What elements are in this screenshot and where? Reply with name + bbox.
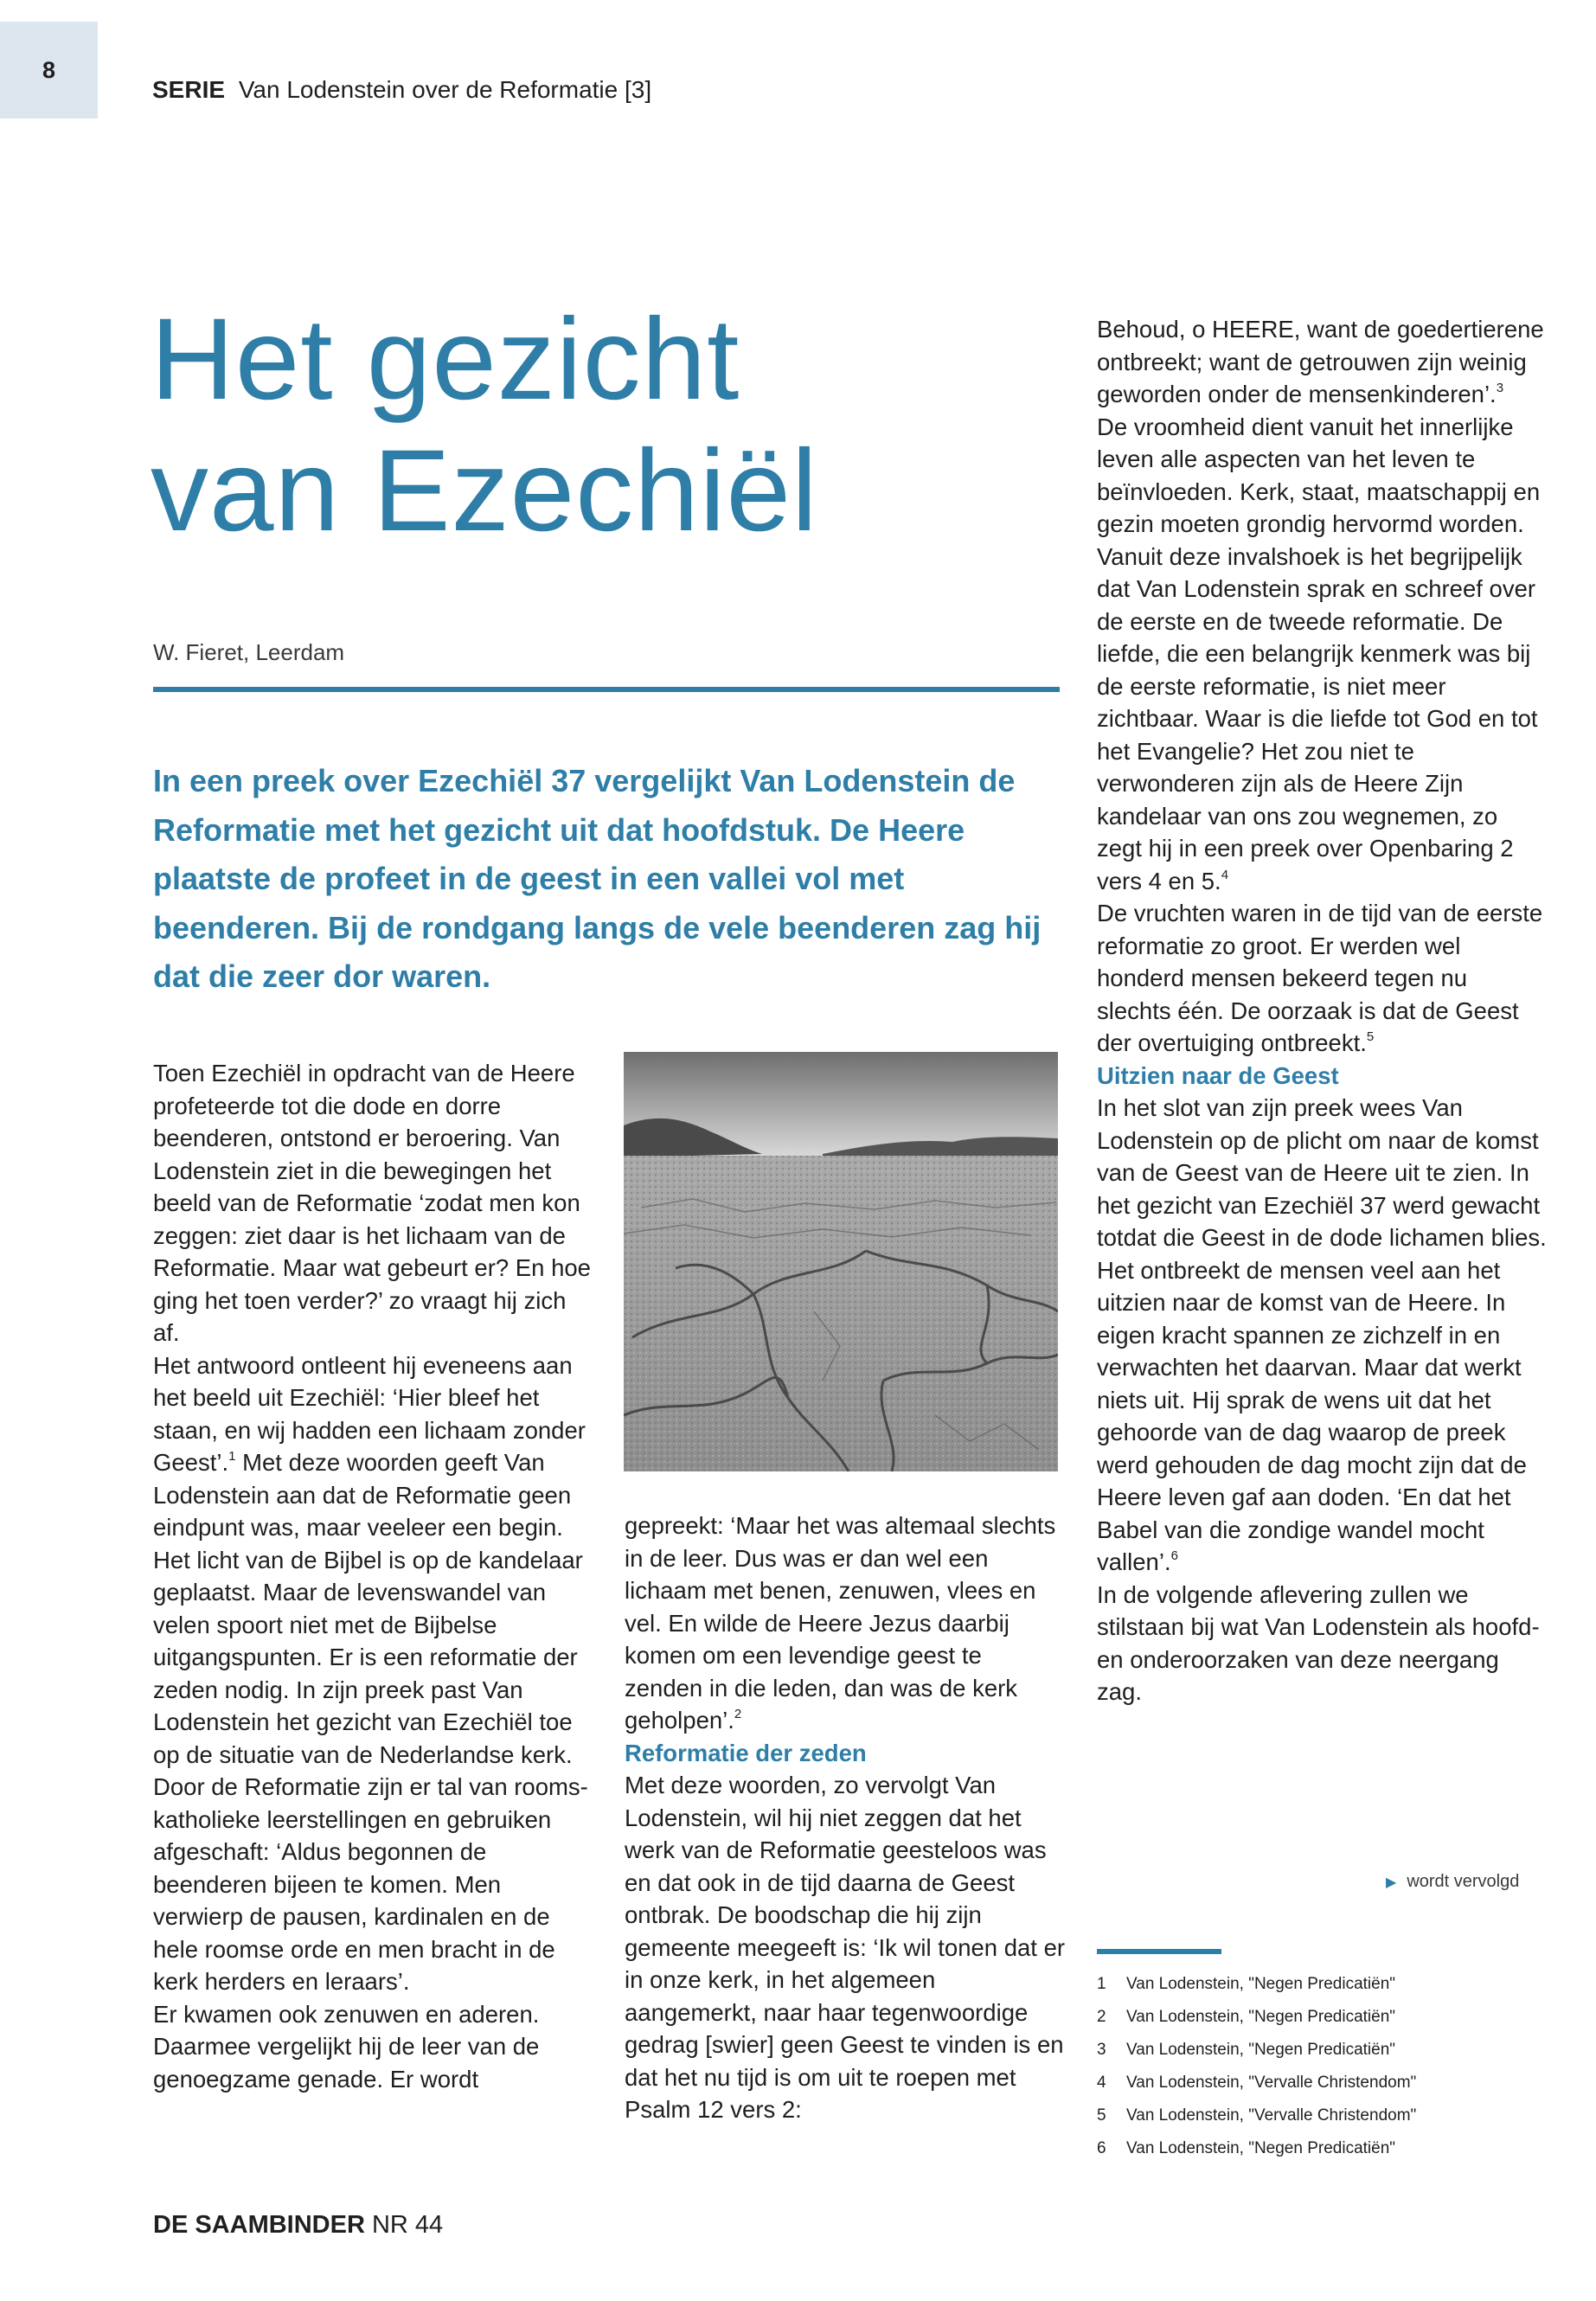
article-title-line-1: Het gezicht xyxy=(151,295,740,424)
footnote-text: Van Lodenstein, "Negen Predicatiën" xyxy=(1126,1975,1396,1993)
footnote-ref: 6 xyxy=(1170,1548,1178,1563)
footnote-ref: 4 xyxy=(1221,867,1229,882)
series-title: Van Lodenstein over de Reformatie [3] xyxy=(238,76,652,103)
footnote-item xyxy=(1097,2001,1547,2034)
paragraph-text: Het ontbreekt de mensen veel aan het uitzien naar de komst van de Heere. In eigen kracht spannen ze zichzelf in en verwachten het daarvan. Maar dat werkt niets uit. Hij sprak de wens uit dat het gehoorde van de dag waarop de preek werd gehouden de dag mocht zijn dat de Heere leven gaf aan doden. ‘En dat het Babel van die zondige wandel mocht vallen’. xyxy=(1097,1256,1527,1575)
paragraph: Toen Ezechiël in opdracht van de Heere profeteerde tot die dode en dorre beenderen, ontstond er beroering. Van Lodenstein ziet in die bewegingen het beeld van de Reformatie ‘zodat men kon zeggen: ziet daar is het lichaam van de Reformatie. Maar wat gebeurt er? En hoe ging het toen verder?’ zo vraagt hij zich af. xyxy=(153,1060,591,1346)
footnote-number: 4 xyxy=(1097,2073,1106,2092)
cracked-lakebed-photo xyxy=(624,1052,1058,1471)
paragraph: In het slot van zijn preek wees Van Lodenstein op de plicht om naar de komst van de Geest van de Heere uit te zien. In het gezicht van Ezechiël 37 werd gewacht totdat die Geest in de dode lichamen blies. xyxy=(1097,1094,1547,1251)
paragraph-text: De vruchten waren in de tijd van de eerste reformatie zo groot. Er werden wel honderd mensen bekeerd tegen nu slechts één. De oorzaak is dat de Geest der overtuiging ontbreekt. xyxy=(1097,900,1543,1056)
paragraph-text: Met deze woorden geeft Van Lodenstein aan dat de Reformatie geen eindpunt was, maar veeleer een begin. Het licht van de Bijbel is op de kandelaar geplaatst. Maar de levenswandel van velen spoort niet met de Bijbelse uitgangspunten. Er is een reformatie der zeden nodig. In zijn preek past Van Lodenstein het gezicht van Ezechiël toe op de situatie van de Nederlandse kerk. Door de Reformatie zijn er tal van rooms-katholieke leerstellingen en gebruiken afgeschaft: ‘Aldus begonnen de beenderen bijeen te komen. Men verwierp de pausen, kardinalen en de hele roomse orde en men bracht in de kerk herders en leraars’. xyxy=(153,1449,588,1995)
footnote-number: 1 xyxy=(1097,1975,1106,1993)
lead-paragraph: In een preek over Ezechiël 37 vergelijkt Van Lodenstein de Reformatie met het gezicht uit dat hoofdstuk. De Heere plaatste de profeet in de geest in een vallei vol met beenderen. Bij de rondgang langs de vele beenderen zag hij dat die zeer dor waren. xyxy=(153,763,1042,994)
page-number-tab xyxy=(0,22,98,119)
paragraph xyxy=(625,1509,1066,1737)
article-title xyxy=(151,294,818,557)
paragraph-text: De vroomheid dient vanuit het innerlijke leven alle aspecten van het leven te beïnvloeden. Kerk, staat, maatschappij en gezin moeten grondig hervormd worden. Vanuit deze invalshoek is het begrijpelijk dat Van Lodenstein sprak en schreef over de eerste en de tweede reformatie. De liefde, die een belangrijk kenmerk was bij de eerste reformatie, is niet meer zichtbaar. Waar is die liefde tot God en tot het Evangelie? Het zou niet te verwonderen zijn als de Heere Zijn kandelaar van ons zou wegnemen, zo zegt hij in een preek over Openbaring 2 vers 4 en 5. xyxy=(1097,413,1541,894)
footnote-text: Van Lodenstein, "Vervalle Christendom" xyxy=(1126,2073,1417,2092)
series-label: SERIE xyxy=(152,76,226,103)
paragraph xyxy=(1097,897,1547,1060)
triangle-right-icon: ▶ xyxy=(1386,1875,1397,1890)
paragraph xyxy=(1097,313,1547,411)
title-divider xyxy=(153,687,1060,692)
footnote-ref: 3 xyxy=(1496,381,1504,395)
section-heading: Reformatie der zeden xyxy=(625,1739,867,1766)
footnote-item xyxy=(1097,2034,1547,2067)
footnote-ref: 2 xyxy=(734,1707,742,1721)
page-number: 8 xyxy=(42,56,56,83)
paragraph xyxy=(1097,411,1547,898)
footnote-text: Van Lodenstein, "Negen Predicatiën" xyxy=(1126,2008,1396,2026)
issue-number: NR 44 xyxy=(371,2211,444,2239)
footnote-divider xyxy=(1097,1949,1221,1954)
footnote-item xyxy=(1097,1968,1547,2001)
body-column-2 xyxy=(625,1509,1066,2126)
page-footer xyxy=(153,2211,443,2240)
footnote-text: Van Lodenstein, "Vervalle Christendom" xyxy=(1126,2106,1417,2125)
running-header xyxy=(152,76,651,104)
paragraph xyxy=(153,1349,594,1998)
continued-note xyxy=(1386,1872,1519,1892)
footnote-item xyxy=(1097,2132,1547,2165)
footnote-ref: 5 xyxy=(1366,1029,1375,1044)
footnote-item xyxy=(1097,2099,1547,2132)
footnote-text: Van Lodenstein, "Negen Predicatiën" xyxy=(1126,2139,1396,2157)
paragraph: Met deze woorden, zo vervolgt Van Lodenstein, wil hij niet zeggen dat het werk van de Reformatie geesteloos was en dat ook in de tijd daarna de Geest ontbrak. De boodschap die hij zijn gemeente meegeeft is: ‘Ik wil tonen dat er in onze kerk, in het algemeen aangemerkt, naar haar tegenwoordige gedrag [swier] geen Geest te vinden is en dat het nu tijd is om uit te roepen met Psalm 12 vers 2: xyxy=(625,1772,1066,2123)
footnote-item xyxy=(1097,2067,1547,2099)
body-column-1 xyxy=(153,1057,594,2095)
paragraph-text: Behoud, o HEERE, want de goedertierene ontbreekt; want de getrouwen zijn weinig geworden onder de mensenkinderen’. xyxy=(1097,316,1544,407)
paragraph xyxy=(1097,1254,1547,1579)
paragraph-text: Het antwoord ontleent hij eveneens aan het beeld uit Ezechiël: ‘Hier bleef het staan, en wij hadden een lichaam zonder Geest’. xyxy=(153,1351,586,1476)
footnote-number: 6 xyxy=(1097,2139,1106,2157)
article-title-line-2: van Ezechiël xyxy=(151,426,818,555)
author-byline: W. Fieret, Leerdam xyxy=(153,639,345,665)
footnote-text: Van Lodenstein, "Negen Predicatiën" xyxy=(1126,2041,1396,2059)
continued-label: wordt vervolgd xyxy=(1407,1872,1520,1891)
footnote-list xyxy=(1097,1968,1547,2165)
footnote-number: 3 xyxy=(1097,2041,1106,2059)
paragraph: Er kwamen ook zenuwen en aderen. Daarmee vergelijkt hij de leer van de genoegzame genade. Er wordt xyxy=(153,2000,540,2093)
body-column-3 xyxy=(1097,313,1547,1708)
footnote-ref: 1 xyxy=(228,1449,236,1464)
paragraph: In de volgende aflevering zullen we stilstaan bij wat Van Lodenstein als hoofd- en onderoorzaken van deze neergang zag. xyxy=(1097,1580,1540,1705)
footnote-number: 2 xyxy=(1097,2008,1106,2026)
magazine-name: DE SAAMBINDER xyxy=(153,2211,365,2239)
paragraph-text: gepreekt: ‘Maar het was altemaal slechts in de leer. Dus was er dan wel een lichaam met benen, zenuwen, vlees en vel. En wilde de Heere Jezus daarbij komen om een levendige geest te zenden in die leden, dan was de kerk geholpen’. xyxy=(625,1512,1056,1734)
section-heading: Uitzien naar de Geest xyxy=(1097,1061,1339,1089)
footnote-number: 5 xyxy=(1097,2106,1106,2125)
